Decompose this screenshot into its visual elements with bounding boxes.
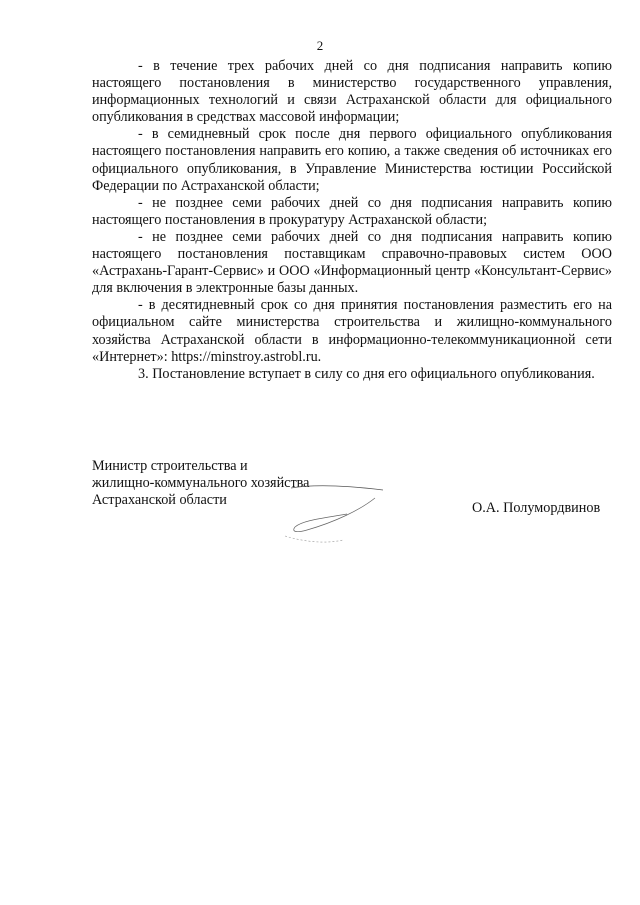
paragraph-official-website: - в десятидневный срок со дня принятия постановления разместить его на официальном сайте министерства строительства и жилищно-коммунального хозяйства Астраханской области в информационно-телекоммуникационной сети «Интернет»: https://minstroy.astrobl.ru. — [92, 297, 612, 365]
page-number: 2 — [316, 38, 324, 53]
paragraph-publication-media: - в течение трех рабочих дней со дня подписания направить копию настоящего постановления в министерство государственного управления, информационных технологий и связи Астраханской области для официального опубликования в средствах массовой информации; — [92, 58, 612, 126]
signatory-title-line-2: жилищно-коммунального хозяйства — [92, 475, 310, 492]
document-body — [92, 58, 612, 383]
signatory-title-line-3: Астраханской области — [92, 492, 227, 509]
paragraph-prosecutor-office: - не позднее семи рабочих дней со дня подписания направить копию настоящего постановления в прокуратуру Астраханской области; — [92, 194, 612, 228]
handwritten-signature — [255, 470, 405, 550]
paragraph-ministry-of-justice: - в семидневный срок после дня первого официального опубликования настоящего постановления направить его копию, а также сведения об источниках его официального опубликования, в Управление Министерства юстиции Российской Федерации по Астраханской области; — [92, 126, 612, 194]
signer-name: О.А. Полумордвинов — [472, 500, 601, 516]
paragraph-entry-into-force: 3. Постановление вступает в силу со дня его официального опубликования. — [138, 365, 595, 382]
signatory-title-line-1: Министр строительства и — [92, 458, 248, 474]
paragraph-legal-systems: - не позднее семи рабочих дней со дня подписания направить копию настоящего постановления поставщикам справочно-правовых систем ООО «Астрахань-Гарант-Сервис» и ООО «Информационный центр «Консультант-Сервис» для включения в электронные базы данных. — [92, 228, 612, 297]
